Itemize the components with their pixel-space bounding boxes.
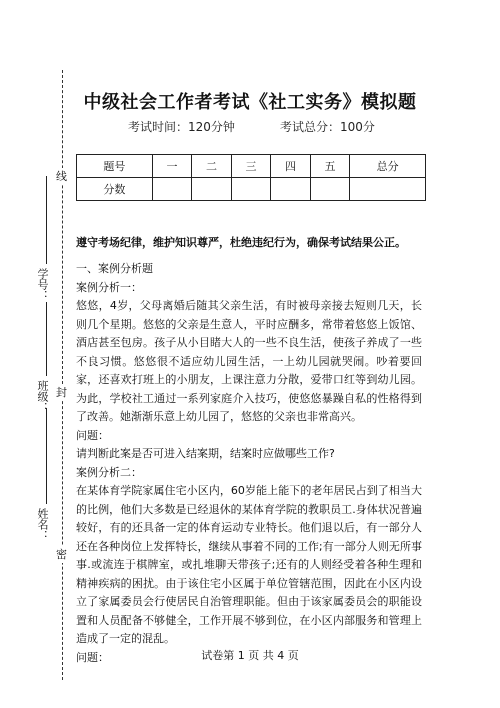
score-row-label: 分数 <box>77 178 153 201</box>
page-footer: 试卷第 1 页 共 4 页 <box>201 649 299 662</box>
score-cell-header: 三 <box>231 155 271 178</box>
exam-total-score: 考试总分：100分 <box>280 120 375 134</box>
score-cell-header: 五 <box>310 155 350 178</box>
score-cell-header: 题号 <box>77 155 153 178</box>
binding-word-line: 线 <box>56 170 67 183</box>
score-table-score-row <box>77 178 426 201</box>
exam-notice: 遵守考场纪律，维护知识尊严，杜绝违纪行为，确保考试结果公正。 <box>76 236 406 249</box>
class-line <box>46 302 47 376</box>
score-cell-blank <box>152 178 192 201</box>
binding-word-close: 密 <box>56 548 67 561</box>
exam-time: 考试时间：120分钟 <box>128 120 235 134</box>
class-label: 班级： <box>36 380 49 413</box>
case1-label: 案例分析一： <box>76 280 142 294</box>
binding-dashed-line <box>62 70 63 680</box>
case2-text: 在某体育学院家属住宅小区内，60岁能上能下的老年居民占到了相当大的比例，他们大多数是已经退休的某体育学院的教职员工.身体状况普遍较好，有的还具备一定的体育运动专业特长。他们退以后，有一部分人还在各种岗位上发挥特长，继续从事着不同的工作;有一部分人则无所事事.或流连于棋牌室，或扎堆聊天带孩子;还有的人则经受着各种生理和精神疾病的困扰。由于该住宅小区属于单位管辖范围，因此在小区内设立了家属委员会行使居民自治管理职能。但由于该家属委员会的职能设置和人员配备不够健全，工作开展不够到位，在小区内部服务和管理上造成了一定的混乱。 <box>76 484 422 645</box>
score-cell-header: 一 <box>152 155 192 178</box>
name-field <box>34 508 48 541</box>
score-cell-header: 二 <box>192 155 232 178</box>
binding-word-seal: 封 <box>56 386 67 399</box>
student-id-field <box>34 268 48 301</box>
question1-text: 请判断此案是否可进入结案期，结案时应做哪些工作? <box>76 447 335 460</box>
question1-label: 问题： <box>76 428 109 442</box>
score-cell-blank <box>271 178 311 201</box>
name-label: 姓名： <box>36 508 49 541</box>
score-cell-blank <box>310 178 350 201</box>
score-table-header-row <box>77 155 426 178</box>
case1-text: 悠悠，4岁，父母离婚后随其父亲生活，有时被母亲接去短则几天，长则几个星期。悠悠的父亲是生意人，平时应酬多，常带着悠悠上饭馆、酒店甚至包房。孩子从小目睹大人的一些不良生活，使孩子养成了一些不良习惯。悠悠很不适应幼儿园生活，一上幼儿园就哭闹。吵着要回家，还喜欢打班上的小朋友，上课注意力分散，爱带口红等到幼儿园。为此，学校社工通过一系列家庭介入技巧，使悠悠暴躁自私的性格得到了改善。她渐渐乐意上幼儿园了，悠悠的父亲也非常高兴。 <box>76 299 422 423</box>
score-table <box>76 154 426 201</box>
student-id-label: 学号： <box>36 268 49 301</box>
score-cell-blank <box>192 178 232 201</box>
score-cell-header: 总分 <box>350 155 426 178</box>
case2-label: 案例分析二： <box>76 465 142 479</box>
exam-title: 中级社会工作者考试《社工实务》模拟题 <box>83 92 417 113</box>
question-content <box>76 260 422 667</box>
score-cell-blank <box>350 178 426 201</box>
score-cell-blank <box>231 178 271 201</box>
score-cell-header: 四 <box>271 155 311 178</box>
name-line <box>46 408 47 504</box>
section-heading: 一、案例分析题 <box>76 262 153 275</box>
question2-label: 问题： <box>76 650 109 664</box>
student-id-line <box>46 176 47 264</box>
